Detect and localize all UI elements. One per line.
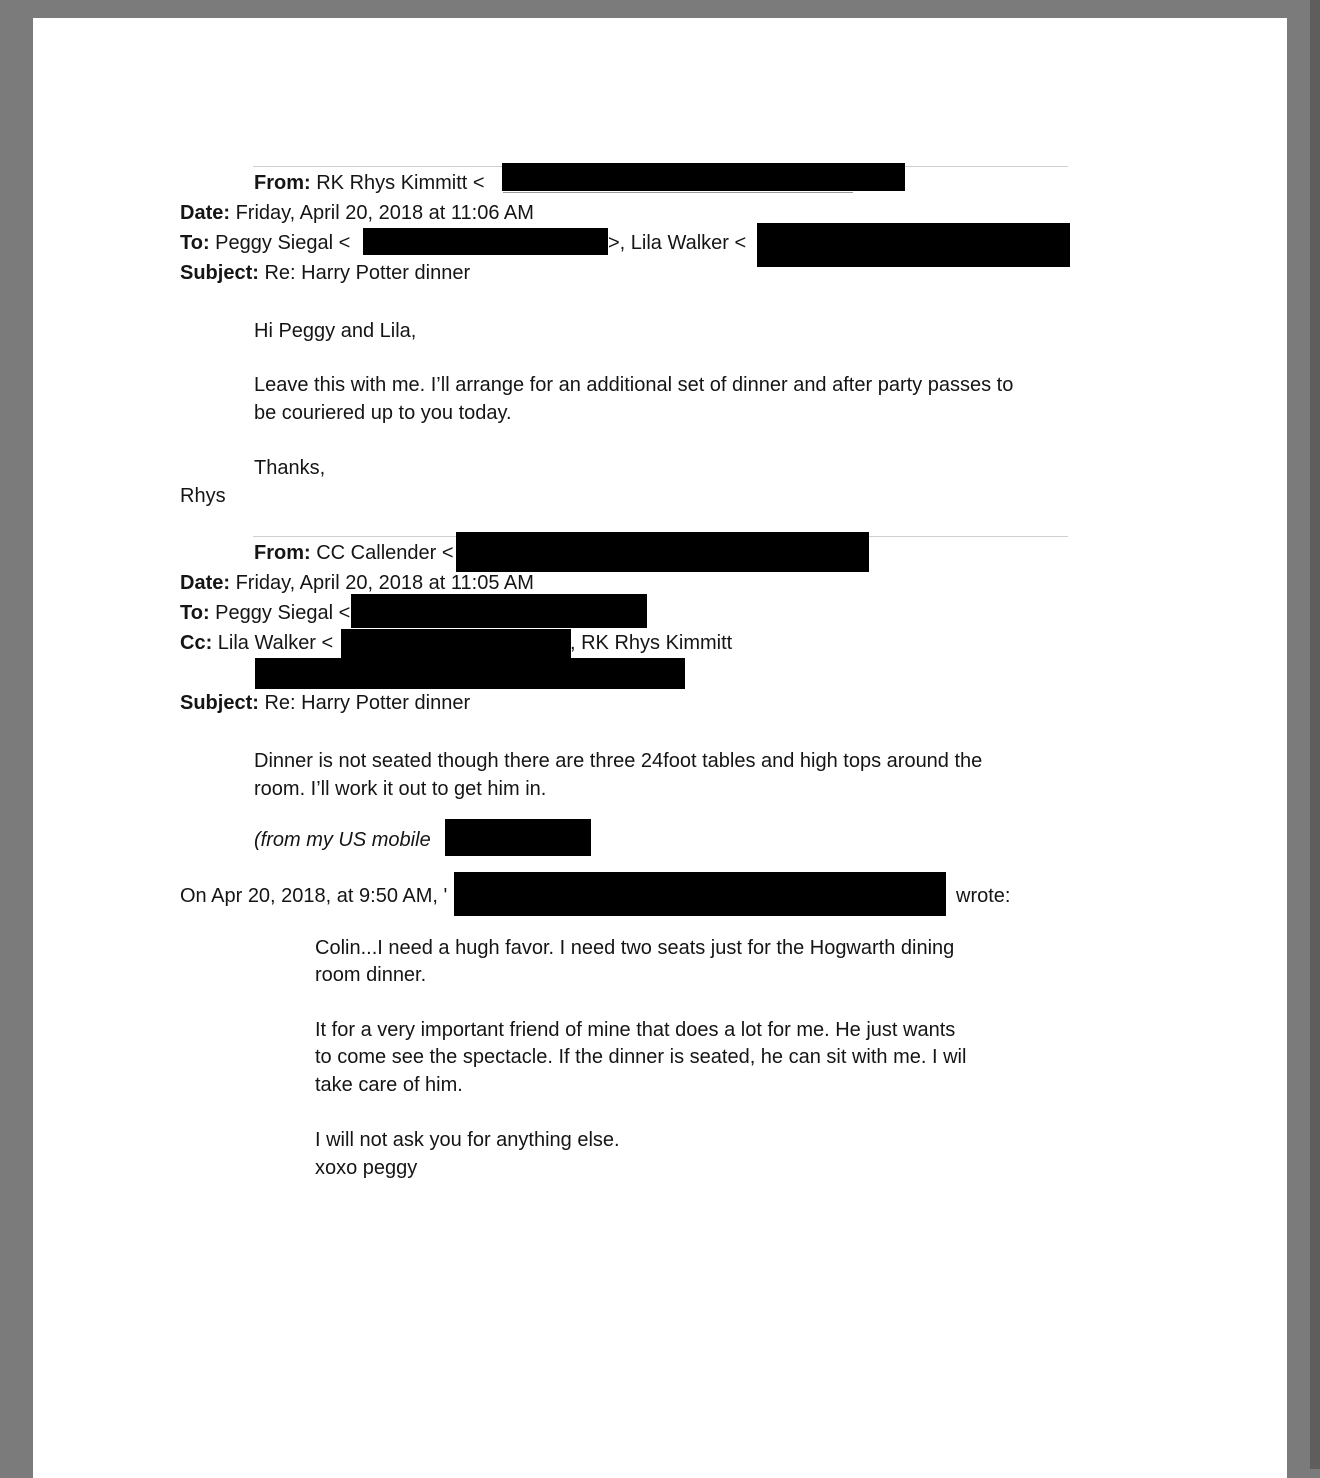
redaction-box (341, 629, 571, 659)
quoted-body-line: I will not ask you for anything else. (315, 1129, 620, 1151)
quoted-body-line: Colin...I need a hugh favor. I need two seats just for the Hogwarth dining (315, 937, 955, 959)
email2-from-line (254, 541, 454, 565)
date-value: Friday, April 20, 2018 at 11:06 AM (235, 202, 534, 224)
quoted-body-line: to come see the spectacle. If the dinner is seated, he can sit with me. I wil (315, 1046, 967, 1068)
from-value: CC Callender < (316, 542, 454, 564)
date-label: Date: (180, 572, 231, 594)
to-value-continued: >, Lila Walker < (608, 232, 747, 254)
cc-label: Cc: (180, 632, 213, 654)
document-page (33, 18, 1287, 1478)
cc-value-continued: , RK Rhys Kimmitt (570, 632, 733, 654)
email1-to-line (180, 231, 350, 255)
email1-signature: Rhys (180, 485, 226, 507)
quoted-body-line: room dinner. (315, 964, 427, 986)
email2-body-line: room. I’ll work it out to get him in. (254, 778, 547, 800)
from-label: From: (254, 542, 311, 564)
from-label: From: (254, 172, 311, 194)
quoted-body-line: It for a very important friend of mine that does a lot for me. He just wants (315, 1019, 956, 1041)
email1-body-line: be couriered up to you today. (254, 402, 512, 424)
date-value: Friday, April 20, 2018 at 11:05 AM (235, 572, 534, 594)
quoted-header-wrote: wrote: (956, 885, 1011, 907)
subject-value: Re: Harry Potter dinner (264, 262, 471, 284)
quoted-header: On Apr 20, 2018, at 9:50 AM, ' (180, 885, 448, 907)
redaction-box (255, 658, 685, 689)
quoted-signoff: xoxo peggy (315, 1157, 418, 1179)
email2-date-line (180, 571, 534, 595)
redaction-box (351, 594, 647, 628)
email1-date-line (180, 201, 534, 225)
to-value: Peggy Siegal < (215, 232, 351, 254)
email2-cc-line (180, 631, 333, 655)
redaction-box (454, 872, 946, 916)
subject-label: Subject: (180, 692, 259, 714)
email1-to-continued (608, 231, 746, 255)
subject-label: Subject: (180, 262, 259, 284)
cc-value: Lila Walker < (217, 632, 334, 654)
underline-stub (503, 192, 853, 193)
email1-subject-line (180, 261, 470, 285)
to-value: Peggy Siegal < (215, 602, 351, 624)
email1-body-line: Leave this with me. I’ll arrange for an additional set of dinner and after party passes to (254, 374, 1014, 396)
email1-from-line (254, 171, 485, 195)
email1-greeting: Hi Peggy and Lila, (254, 320, 417, 342)
to-label: To: (180, 232, 210, 254)
to-label: To: (180, 602, 210, 624)
redaction-box (445, 819, 591, 856)
subject-value: Re: Harry Potter dinner (264, 692, 471, 714)
email2-body-line: Dinner is not seated though there are three 24foot tables and high tops around the (254, 750, 983, 772)
redaction-box (502, 163, 905, 191)
email2-to-line (180, 601, 350, 625)
email1-thanks: Thanks, (254, 457, 326, 479)
email2-cc-continued (570, 631, 732, 655)
email2-mobile-note: (from my US mobile (254, 829, 431, 851)
redaction-box (456, 532, 869, 572)
redaction-box (363, 228, 608, 255)
from-value: RK Rhys Kimmitt < (316, 172, 485, 194)
window-scrollbar-edge[interactable] (1310, 0, 1320, 1469)
date-label: Date: (180, 202, 231, 224)
quoted-body-line: take care of him. (315, 1074, 463, 1096)
email2-subject-line (180, 691, 470, 715)
redaction-box (757, 223, 1070, 267)
